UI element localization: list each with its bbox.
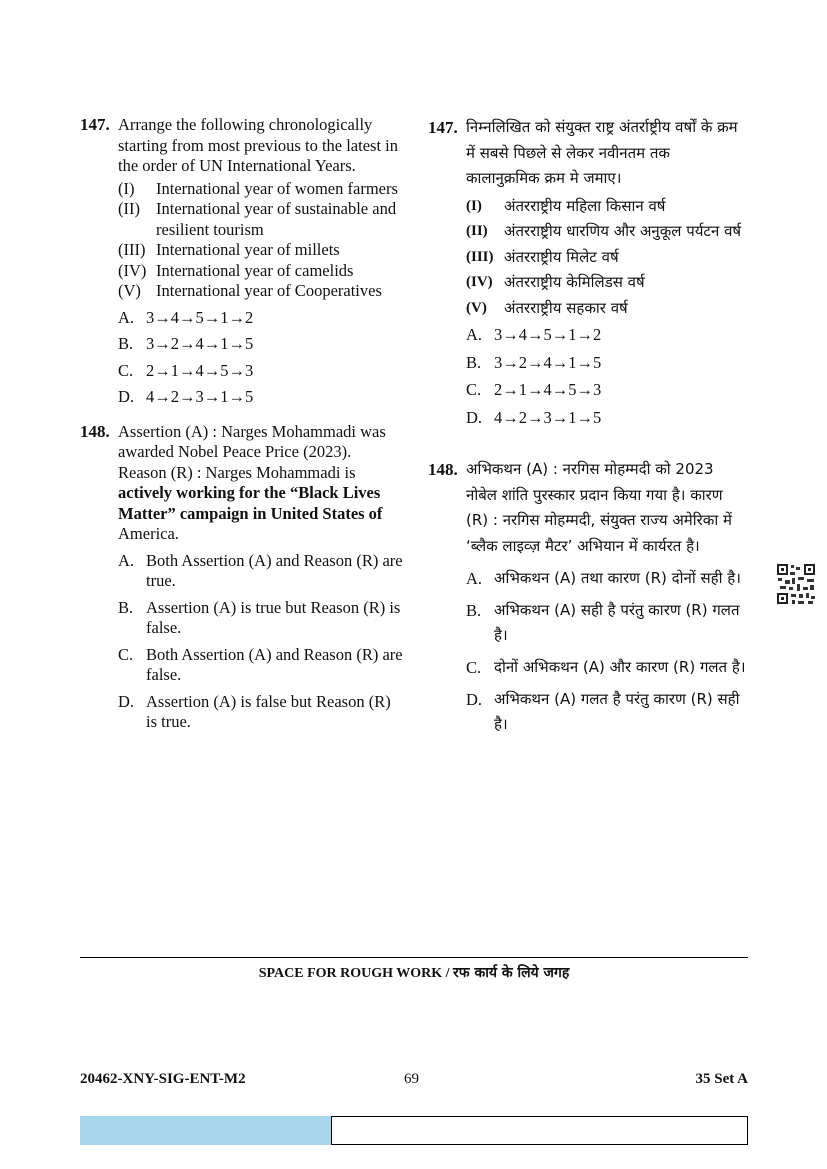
reason-text: Reason (R) : Narges Mohammadi is actively working for the “Black Lives Matter” campaign in United States of America. bbox=[118, 462, 383, 543]
list-item: (IV) अंतरराष्ट्रीय केमिलिडस वर्ष bbox=[466, 273, 645, 291]
question-148-hi bbox=[428, 457, 748, 737]
question-number: 147. bbox=[80, 115, 110, 134]
page-number: 69 bbox=[404, 1071, 419, 1087]
rough-work-divider bbox=[80, 957, 748, 958]
footer-box bbox=[331, 1116, 748, 1145]
hindi-column bbox=[428, 115, 748, 737]
option-b: B. 3→2→4→1→5 bbox=[466, 352, 602, 372]
option-c: C. 2→1→4→5→3 bbox=[118, 360, 254, 380]
question-number: 147. bbox=[428, 118, 458, 137]
option-c: C. दोनों अभिकथन (A) और कारण (R) गलत है। bbox=[466, 658, 746, 677]
question-147-en bbox=[80, 115, 405, 408]
option-d: D. 4→2→3→1→5 bbox=[466, 407, 602, 427]
footer-color-bar bbox=[80, 1116, 332, 1145]
option-d: D. अभिकथन (A) गलत है परंतु कारण (R) सही है। bbox=[466, 690, 740, 733]
list-item: (I) अंतरराष्ट्रीय महिला किसान वर्ष bbox=[466, 196, 666, 215]
list-item: (III) International year of millets bbox=[118, 240, 340, 259]
list-item: (IV) International year of camelids bbox=[118, 260, 354, 280]
question-148-en bbox=[80, 422, 405, 733]
english-column bbox=[80, 115, 405, 733]
option-c: C. 2→1→4→5→3 bbox=[466, 380, 602, 399]
question-text: निम्नलिखित को संयुक्त राष्ट्र अंतर्राष्ट्रीय वर्षों के क्रम में सबसे पिछले से लेकर नवीनतम तक कालानुक्रमिक क्रम मे जमाए। bbox=[466, 118, 738, 187]
question-number: 148. bbox=[80, 421, 110, 441]
question-147-hi bbox=[428, 115, 748, 431]
option-a: A. Both Assertion (A) and Reason (R) are true. bbox=[118, 550, 403, 590]
option-a: A. अभिकथन (A) तथा कारण (R) दोनों सही है। bbox=[466, 569, 741, 588]
question-text: Arrange the following chronologically starting from most previous to the latest in the order of UN International Years. bbox=[118, 115, 399, 175]
assertion-text: Assertion (A) : Narges Mohammadi was awarded Nobel Peace Price (2023). bbox=[118, 421, 386, 461]
option-c: C. Both Assertion (A) and Reason (R) are false. bbox=[118, 644, 403, 684]
question-number: 148. bbox=[428, 460, 458, 479]
option-a: A. 3→4→5→1→2 bbox=[466, 325, 602, 344]
paper-code: 20462-XNY-SIG-ENT-M2 bbox=[80, 1071, 246, 1087]
option-b: B. Assertion (A) is true but Reason (R) is false. bbox=[118, 597, 401, 637]
question-text: अभिकथन (A) : नरगिस मोहम्मदी को 2023 नोबेल शांति पुरस्कार प्रदान किया गया है। कारण (R) : नरगिस मोहम्मदी, संयुक्त राज्य अमेरिका में ‘ब्लैक लाइव्ज़ मैटर’ अभियान में कार्यरत है। bbox=[466, 460, 732, 555]
list-item: (II) अंतरराष्ट्रीय धारणिय और अनुकूल पर्यटन वर्ष bbox=[466, 222, 742, 240]
list-item: (V) International year of Cooperatives bbox=[118, 281, 382, 300]
option-d: D. Assertion (A) is false but Reason (R) is true. bbox=[118, 691, 391, 731]
option-b: B. अभिकथन (A) सही है परंतु कारण (R) गलत है। bbox=[466, 601, 740, 644]
option-b: B. 3→2→4→1→5 bbox=[118, 334, 254, 353]
list-item: (V) अंतरराष्ट्रीय सहकार वर्ष bbox=[466, 298, 628, 317]
list-item: (I) International year of women farmers bbox=[118, 178, 398, 198]
option-d: D. 4→2→3→1→5 bbox=[118, 387, 254, 406]
qr-code-icon bbox=[776, 563, 816, 605]
set-label: 35 Set A bbox=[695, 1071, 748, 1087]
rough-work-heading: SPACE FOR ROUGH WORK / रफ कार्य के लिये जगह bbox=[258, 965, 570, 981]
list-item: (II) International year of sustainable and resilient tourism bbox=[118, 199, 397, 239]
list-item: (III) अंतरराष्ट्रीय मिलेट वर्ष bbox=[466, 247, 619, 266]
option-a: A. 3→4→5→1→2 bbox=[118, 307, 254, 327]
